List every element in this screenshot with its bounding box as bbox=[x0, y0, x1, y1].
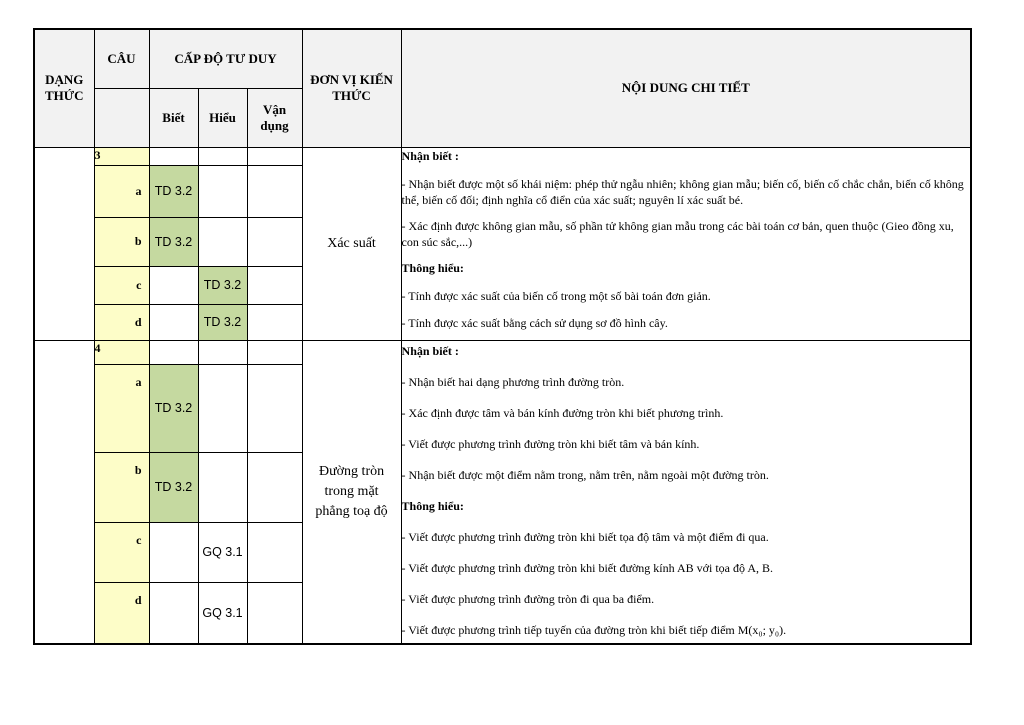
level-hieu bbox=[198, 452, 247, 522]
sub-question-label: c bbox=[94, 266, 149, 304]
header-cap-do: CẤP ĐỘ TƯ DUY bbox=[149, 29, 302, 88]
level-cell bbox=[149, 147, 198, 165]
level-van-dung bbox=[247, 165, 302, 217]
level-van-dung bbox=[247, 266, 302, 304]
detail-heading: Thông hiểu: bbox=[401, 498, 464, 513]
sub-question-label: a bbox=[94, 364, 149, 452]
level-biet: TD 3.2 bbox=[149, 217, 198, 266]
detail-item: - Viết được phương trình tiếp tuyến của đường tròn khi biết tiếp điểm M(x₀; y₀). bbox=[401, 622, 787, 637]
level-biet: TD 3.2 bbox=[149, 452, 198, 522]
level-biet: TD 3.2 bbox=[149, 165, 198, 217]
header-hieu: Hiểu bbox=[198, 88, 247, 147]
level-hieu bbox=[198, 165, 247, 217]
detail-item: - Nhận biết được một điểm nằm trong, nằm trên, nằm ngoài một đường tròn. bbox=[401, 467, 769, 482]
header-van-dung: Vận dụng bbox=[247, 88, 302, 147]
level-van-dung bbox=[247, 522, 302, 582]
level-biet: TD 3.2 bbox=[149, 364, 198, 452]
detail-item: - Nhận biết hai dạng phương trình đường tròn. bbox=[401, 374, 625, 389]
knowledge-unit: Xác suất bbox=[302, 147, 401, 340]
level-hieu: GQ 3.1 bbox=[198, 582, 247, 644]
level-cell bbox=[247, 147, 302, 165]
sub-question-label: d bbox=[94, 304, 149, 340]
level-van-dung bbox=[247, 217, 302, 266]
sub-question-label: a bbox=[94, 165, 149, 217]
level-biet bbox=[149, 582, 198, 644]
dang-thuc-cell bbox=[34, 147, 94, 340]
level-biet bbox=[149, 266, 198, 304]
level-van-dung bbox=[247, 364, 302, 452]
header-dang-thuc: DẠNG THỨC bbox=[34, 29, 94, 147]
detail-heading: Nhận biết : bbox=[401, 343, 459, 358]
level-hieu: TD 3.2 bbox=[198, 266, 247, 304]
sub-question-label: b bbox=[94, 452, 149, 522]
header-cau: CÂU bbox=[94, 29, 149, 88]
sub-question-label: d bbox=[94, 582, 149, 644]
detail-item: - Xác định được không gian mẫu, số phần tử không gian mẫu trong các bài toán cơ bản, quen thuộc (Gieo đồng xu, con súc sắc,...) bbox=[401, 218, 954, 249]
level-cell bbox=[247, 340, 302, 364]
level-biet bbox=[149, 522, 198, 582]
detail-item: - Viết được phương trình đường tròn khi biết tâm và bán kính. bbox=[401, 436, 700, 451]
detail-content bbox=[401, 340, 971, 644]
detail-item: - Nhận biết được một số khái niệm: phép thử ngẫu nhiên; không gian mẫu; biến cố, biến cố chắc chắn, biến cố không thể, biến cố đối; định nghĩa cổ điển của xác suất; nguyên lí xác suất bé. bbox=[401, 176, 964, 207]
level-cell bbox=[198, 147, 247, 165]
level-cell bbox=[198, 340, 247, 364]
header-noi-dung: NỘI DUNG CHI TIẾT bbox=[401, 29, 971, 147]
level-cell bbox=[149, 340, 198, 364]
detail-item: - Xác định được tâm và bán kính đường tròn khi biết phương trình. bbox=[401, 405, 724, 420]
level-hieu: GQ 3.1 bbox=[198, 522, 247, 582]
detail-item: - Tính được xác suất bằng cách sử dụng sơ đồ hình cây. bbox=[401, 315, 668, 330]
level-hieu: TD 3.2 bbox=[198, 304, 247, 340]
level-hieu bbox=[198, 217, 247, 266]
level-biet bbox=[149, 304, 198, 340]
question-number: 3 bbox=[94, 147, 149, 165]
sub-question-label: c bbox=[94, 522, 149, 582]
level-van-dung bbox=[247, 582, 302, 644]
detail-content bbox=[401, 147, 971, 340]
header-don-vi: ĐƠN VỊ KIẾN THỨC bbox=[302, 29, 401, 147]
level-hieu bbox=[198, 364, 247, 452]
question-number: 4 bbox=[94, 340, 149, 364]
dang-thuc-cell bbox=[34, 340, 94, 644]
detail-heading: Thông hiểu: bbox=[401, 260, 464, 275]
detail-item: - Viết được phương trình đường tròn khi biết đường kính AB với tọa độ A, B. bbox=[401, 560, 773, 575]
sub-question-label: b bbox=[94, 217, 149, 266]
detail-heading: Nhận biết : bbox=[401, 148, 459, 163]
knowledge-unit: Đường tròn trong mặt phẳng toạ độ bbox=[302, 340, 401, 644]
knowledge-matrix-table bbox=[33, 28, 972, 645]
detail-item: - Viết được phương trình đường tròn đi qua ba điểm. bbox=[401, 591, 655, 606]
detail-item: - Viết được phương trình đường tròn khi biết tọa độ tâm và một điểm đi qua. bbox=[401, 529, 769, 544]
header-biet: Biết bbox=[149, 88, 198, 147]
header-cau-blank bbox=[94, 88, 149, 147]
level-van-dung bbox=[247, 452, 302, 522]
level-van-dung bbox=[247, 304, 302, 340]
detail-item: - Tính được xác suất của biến cố trong một số bài toán đơn giản. bbox=[401, 288, 711, 303]
